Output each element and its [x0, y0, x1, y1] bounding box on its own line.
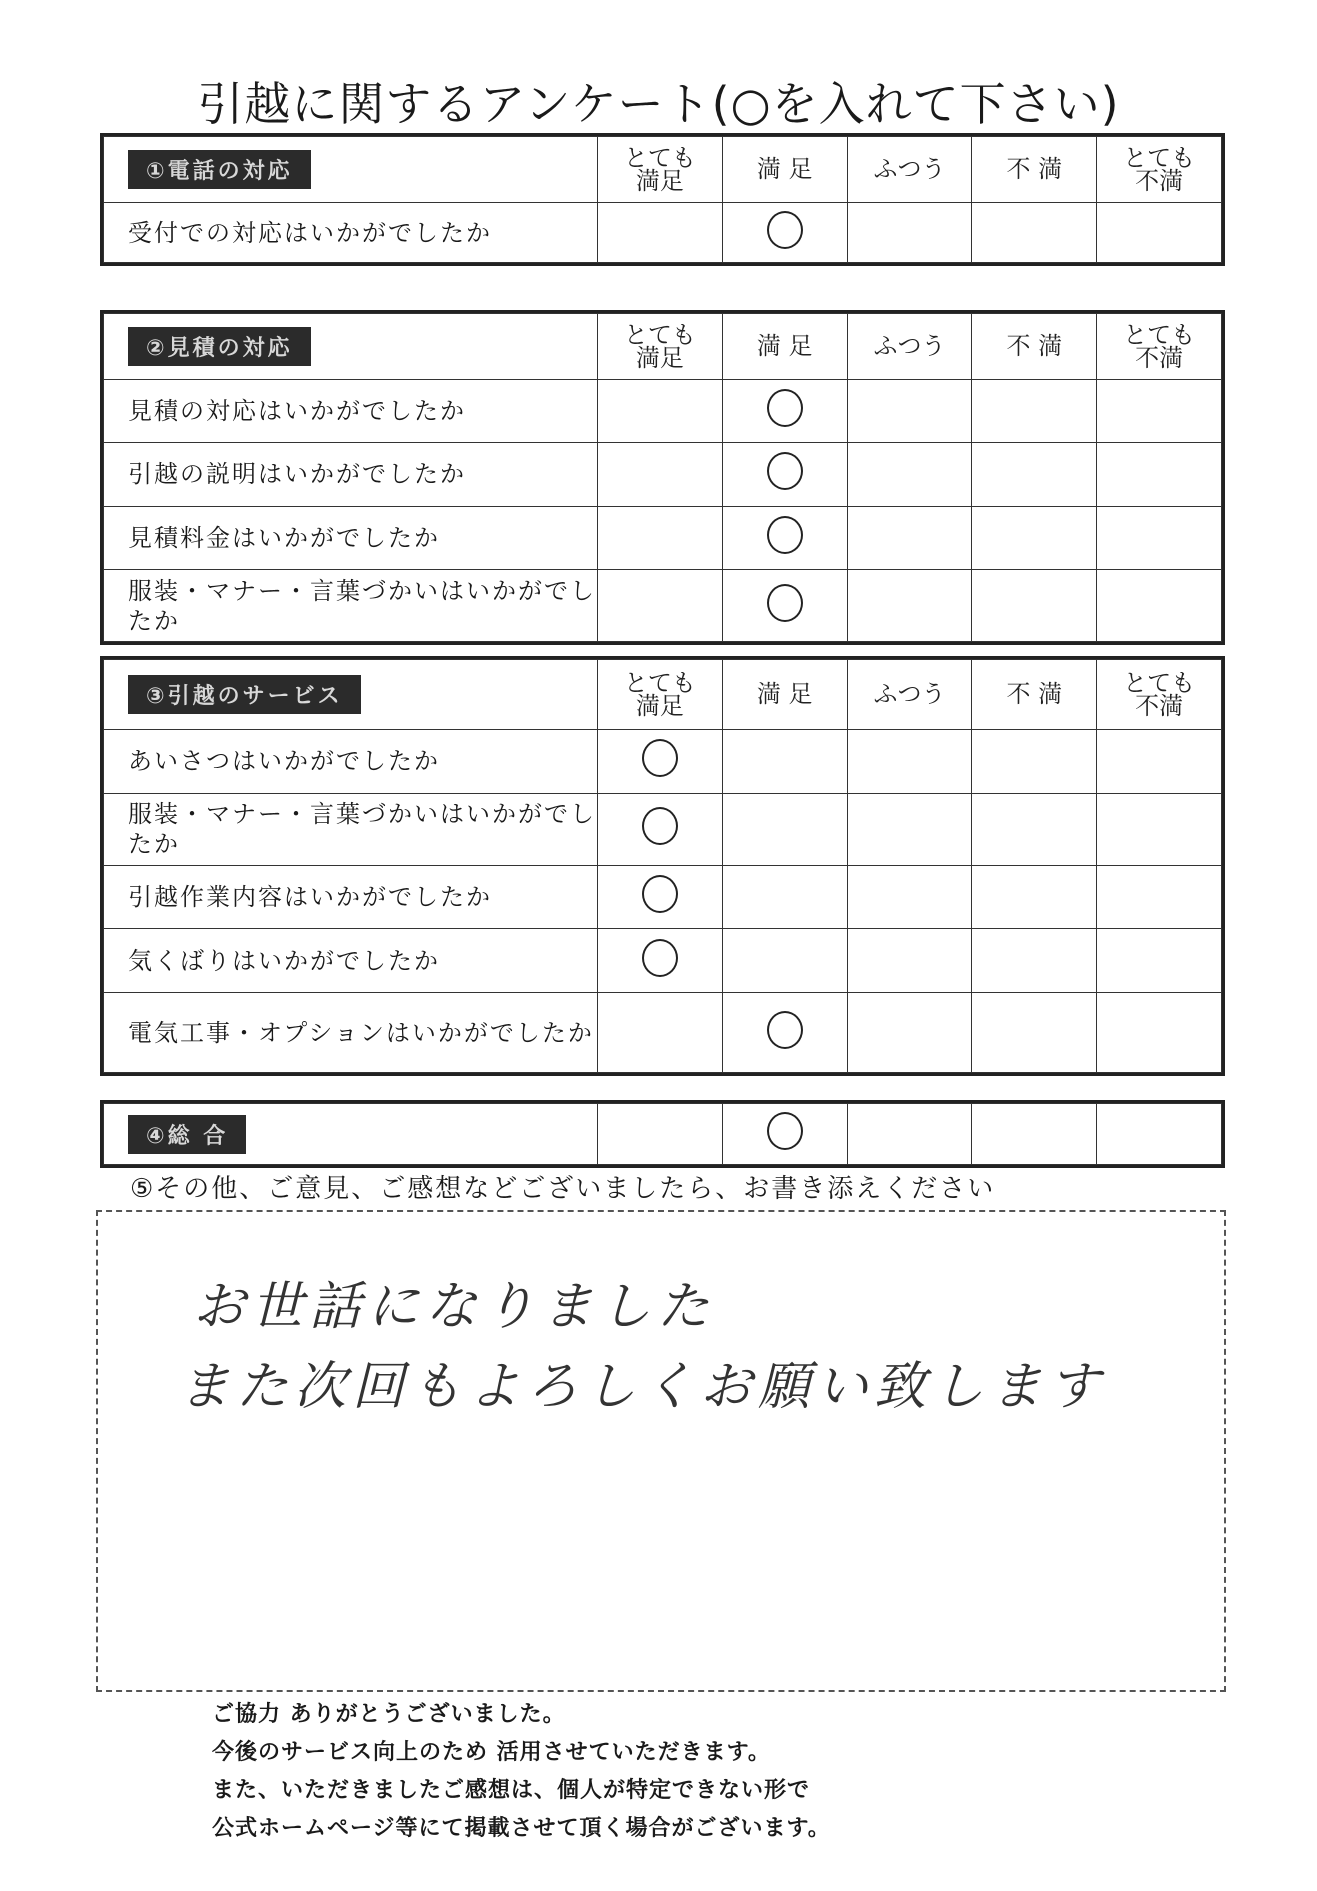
- header-dissatisfied: 不 満: [972, 660, 1097, 730]
- answer-cell[interactable]: [847, 380, 972, 443]
- header-satisfied: 満 足: [722, 314, 847, 380]
- section-table: [103, 1103, 1222, 1165]
- answer-cell[interactable]: [1097, 203, 1222, 263]
- answer-cell[interactable]: [847, 570, 972, 642]
- answer-cell[interactable]: [598, 730, 723, 794]
- circle-mark-icon: [767, 1011, 803, 1049]
- section-table: [103, 313, 1222, 642]
- question-label: 電気工事・オプションはいかがでしたか: [104, 993, 598, 1073]
- section-estimate: [100, 310, 1225, 645]
- answer-cell[interactable]: [1097, 993, 1222, 1073]
- question-label: 見積料金はいかがでしたか: [104, 506, 598, 569]
- answer-cell[interactable]: [598, 793, 723, 865]
- circle-mark-icon: [767, 584, 803, 622]
- section-table: [103, 136, 1222, 263]
- answer-cell[interactable]: [722, 506, 847, 569]
- question-label: あいさつはいかがでしたか: [104, 730, 598, 794]
- section-label: ②見積の対応: [128, 327, 311, 366]
- section-label: ④総 合: [128, 1115, 246, 1154]
- answer-cell[interactable]: [722, 443, 847, 506]
- handwritten-line: また次回もよろしくお願い致します: [178, 1357, 1107, 1417]
- answer-cell[interactable]: [722, 793, 847, 865]
- answer-cell[interactable]: [972, 380, 1097, 443]
- answer-cell[interactable]: [847, 443, 972, 506]
- answer-cell[interactable]: [847, 203, 972, 263]
- circle-mark-icon: [767, 211, 803, 249]
- footer-line: ご協力 ありがとうございました。: [212, 1702, 566, 1727]
- answer-cell[interactable]: [847, 865, 972, 929]
- footer-line: また、いただきましたご感想は、個人が特定できない形で: [212, 1778, 811, 1803]
- answer-cell[interactable]: [972, 203, 1097, 263]
- header-normal: ふつう: [847, 137, 972, 203]
- answer-cell[interactable]: [722, 929, 847, 993]
- comment-box[interactable]: [96, 1210, 1226, 1692]
- answer-cell[interactable]: [598, 443, 723, 506]
- section-phone: [100, 133, 1225, 266]
- answer-cell[interactable]: [598, 929, 723, 993]
- answer-cell[interactable]: [847, 506, 972, 569]
- answer-cell[interactable]: [1097, 865, 1222, 929]
- answer-cell[interactable]: [598, 380, 723, 443]
- answer-cell[interactable]: [722, 730, 847, 794]
- header-very-satisfied: とても 満足: [598, 660, 723, 730]
- header-very-dissatisfied: とても 不満: [1097, 137, 1222, 203]
- answer-cell[interactable]: [722, 993, 847, 1073]
- answer-cell[interactable]: [972, 443, 1097, 506]
- circle-mark-icon: [642, 875, 678, 913]
- answer-cell[interactable]: [1097, 1104, 1222, 1165]
- circle-mark-icon: [642, 939, 678, 977]
- section-label: ③引越のサービス: [128, 675, 361, 714]
- answer-cell[interactable]: [1097, 793, 1222, 865]
- other-comments-prompt: ⑤その他、ご意見、ご感想などございましたら、お書き添えください: [130, 1174, 996, 1204]
- answer-cell[interactable]: [1097, 506, 1222, 569]
- answer-cell[interactable]: [1097, 929, 1222, 993]
- section-overall: [100, 1100, 1225, 1168]
- answer-cell[interactable]: [972, 1104, 1097, 1165]
- question-label: 引越作業内容はいかがでしたか: [104, 865, 598, 929]
- answer-cell[interactable]: [847, 929, 972, 993]
- answer-cell[interactable]: [847, 793, 972, 865]
- answer-cell[interactable]: [1097, 380, 1222, 443]
- header-very-dissatisfied: とても 不満: [1097, 314, 1222, 380]
- answer-cell[interactable]: [722, 203, 847, 263]
- answer-cell[interactable]: [1097, 443, 1222, 506]
- circle-mark-icon: [767, 1112, 803, 1150]
- answer-cell[interactable]: [972, 993, 1097, 1073]
- answer-cell[interactable]: [972, 506, 1097, 569]
- answer-cell[interactable]: [972, 570, 1097, 642]
- section-label: ①電話の対応: [128, 150, 311, 189]
- circle-mark-icon: [767, 516, 803, 554]
- answer-cell[interactable]: [598, 506, 723, 569]
- answer-cell[interactable]: [847, 1104, 972, 1165]
- answer-cell[interactable]: [598, 203, 723, 263]
- header-dissatisfied: 不 満: [972, 314, 1097, 380]
- answer-cell[interactable]: [598, 993, 723, 1073]
- header-very-satisfied: とても 満足: [598, 137, 723, 203]
- answer-cell[interactable]: [972, 793, 1097, 865]
- section-service: [100, 656, 1225, 1076]
- circle-mark-icon: [767, 389, 803, 427]
- section-table: [103, 659, 1222, 1073]
- circle-mark-icon: [642, 739, 678, 777]
- question-label: 引越の説明はいかがでしたか: [104, 443, 598, 506]
- survey-title: 引越に関するアンケート(○を入れて下さい): [197, 77, 1120, 131]
- answer-cell[interactable]: [722, 1104, 847, 1165]
- handwritten-line: お世話になりました: [193, 1277, 716, 1337]
- question-label: 服装・マナー・言葉づかいはいかがでしたか: [104, 793, 598, 865]
- answer-cell[interactable]: [847, 993, 972, 1073]
- question-label: 気くばりはいかがでしたか: [104, 929, 598, 993]
- question-label: 服装・マナー・言葉づかいはいかがでしたか: [104, 570, 598, 642]
- footer-note: [212, 1696, 831, 1848]
- answer-cell[interactable]: [972, 865, 1097, 929]
- answer-cell[interactable]: [1097, 730, 1222, 794]
- answer-cell[interactable]: [847, 730, 972, 794]
- answer-cell[interactable]: [722, 570, 847, 642]
- circle-mark-icon: [767, 452, 803, 490]
- answer-cell[interactable]: [598, 1104, 723, 1165]
- header-satisfied: 満 足: [722, 660, 847, 730]
- footer-line: 今後のサービス向上のため 活用させていただきます。: [212, 1740, 771, 1765]
- answer-cell[interactable]: [722, 380, 847, 443]
- answer-cell[interactable]: [972, 730, 1097, 794]
- answer-cell[interactable]: [598, 570, 723, 642]
- answer-cell[interactable]: [598, 865, 723, 929]
- header-very-dissatisfied: とても 不満: [1097, 660, 1222, 730]
- question-label: 受付での対応はいかがでしたか: [104, 203, 598, 263]
- header-normal: ふつう: [847, 660, 972, 730]
- header-dissatisfied: 不 満: [972, 137, 1097, 203]
- header-very-satisfied: とても 満足: [598, 314, 723, 380]
- question-label: 見積の対応はいかがでしたか: [104, 380, 598, 443]
- answer-cell[interactable]: [972, 929, 1097, 993]
- circle-mark-icon: [642, 807, 678, 845]
- header-satisfied: 満 足: [722, 137, 847, 203]
- header-normal: ふつう: [847, 314, 972, 380]
- footer-line: 公式ホームページ等にて掲載させて頂く場合がございます。: [212, 1816, 831, 1841]
- answer-cell[interactable]: [1097, 570, 1222, 642]
- answer-cell[interactable]: [722, 865, 847, 929]
